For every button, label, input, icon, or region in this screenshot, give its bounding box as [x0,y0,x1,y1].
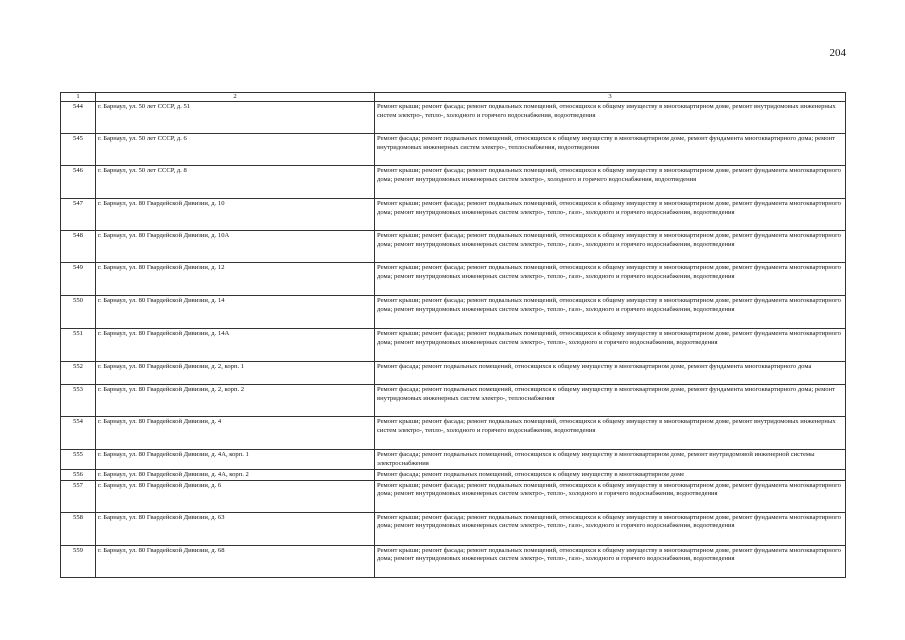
table-row [61,362,846,385]
row-works: Ремонт крыши; ремонт фасада; ремонт подвальных помещений, относящихся к общему имуществу в многоквартирном доме, ремонт фундамента многоквартирного дома; ремонт внутридомовых инженерных систем электро-, тепло-, газо-, холодного и горячего водоснабжения, водоотведения [375,512,846,545]
table-row [61,231,846,263]
row-address: г. Барнаул, ул. 50 лет СССР, д. 8 [96,166,375,199]
column-number-2: 2 [96,93,375,102]
row-number: 545 [61,134,96,166]
table-row [61,296,846,329]
row-address: г. Барнаул, ул. 50 лет СССР, д. 51 [96,102,375,134]
row-number: 558 [61,512,96,545]
table-row [61,545,846,577]
row-address: г. Барнаул, ул. 80 Гвардейской Дивизии, д. 6З [96,512,375,545]
row-number: 559 [61,545,96,577]
row-address: г. Барнаул, ул. 80 Гвардейской Дивизии, д. 14А [96,329,375,362]
row-address: г. Барнаул, ул. 80 Гвардейской Дивизии, д. 14 [96,296,375,329]
row-address: г. Барнаул, ул. 50 лет СССР, д. 6 [96,134,375,166]
table-row [61,417,846,450]
row-address: г. Барнаул, ул. 80 Гвардейской Дивизии, д. 68 [96,545,375,577]
row-works: Ремонт крыши; ремонт фасада; ремонт подвальных помещений, относящихся к общему имуществу в многоквартирном доме, ремонт фундамента многоквартирного дома; ремонт внутридомовых инженерных систем электро-, тепло-, газо-, холодного и горячего водоснабжения, водоотведения [375,296,846,329]
row-number: 548 [61,231,96,263]
row-address: г. Барнаул, ул. 80 Гвардейской Дивизии, д. 10А [96,231,375,263]
table-row [61,512,846,545]
row-address: г. Барнаул, ул. 80 Гвардейской Дивизии, д. 2, корп. 2 [96,385,375,417]
row-number: 544 [61,102,96,134]
row-number: 557 [61,480,96,512]
row-works: Ремонт крыши; ремонт фасада; ремонт подвальных помещений, относящихся к общему имуществу в многоквартирном доме, ремонт фундамента многоквартирного дома; ремонт внутридомовых инженерных систем электро-, тепло-, газо-, холодного и горячего водоснабжения, водоотведения [375,231,846,263]
column-number-row [61,93,846,102]
row-number: 546 [61,166,96,199]
table-row [61,470,846,481]
row-address: г. Барнаул, ул. 80 Гвардейской Дивизии, д. 4А, корп. 2 [96,470,375,481]
table-row [61,102,846,134]
row-works: Ремонт крыши; ремонт фасада; ремонт подвальных помещений, относящихся к общему имуществу в многоквартирном доме, ремонт внутридомовых инженерных систем электро-, тепло-, холодного и горячего водоснабжения, водоотведения [375,417,846,450]
row-works: Ремонт крыши; ремонт фасада; ремонт подвальных помещений, относящихся к общему имуществу в многоквартирном доме, ремонт внутридомовых инженерных систем электро-, тепло-, холодного и горячего водоснабжения, водоотведения [375,102,846,134]
row-works: Ремонт крыши; ремонт фасада; ремонт подвальных помещений, относящихся к общему имуществу в многоквартирном доме, ремонт фундамента многоквартирного дома; ремонт внутридомовых инженерных систем электро-, тепло-, газо-, холодного и горячего водоснабжения, водоотведения [375,263,846,296]
table-row [61,199,846,231]
row-number: 553 [61,385,96,417]
table-row [61,480,846,512]
table-body [61,93,846,578]
row-works: Ремонт крыши; ремонт фасада; ремонт подвальных помещений, относящихся к общему имуществу в многоквартирном доме, ремонт фундамента многоквартирного дома; ремонт внутридомовых инженерных систем электро-, тепло-, холодного и горячего водоснабжения, водоотведения [375,329,846,362]
row-works: Ремонт фасада; ремонт подвальных помещений, относящихся к общему имуществу в многоквартирном доме, ремонт фундамента многоквартирного дома; ремонт внутридомовых инженерных систем электро-, теплоснабжения [375,385,846,417]
column-number-3: 3 [375,93,846,102]
row-number: 554 [61,417,96,450]
row-address: г. Барнаул, ул. 80 Гвардейской Дивизии, д. 4 [96,417,375,450]
repair-register-table [60,92,846,578]
row-number: 550 [61,296,96,329]
row-address: г. Барнаул, ул. 80 Гвардейской Дивизии, д. 2, корп. 1 [96,362,375,385]
table-row [61,134,846,166]
row-number: 547 [61,199,96,231]
row-works: Ремонт фасада; ремонт подвальных помещений, относящихся к общему имуществу в многоквартирном доме, ремонт фундамента многоквартирного дома [375,362,846,385]
column-number-1: 1 [61,93,96,102]
row-number: 556 [61,470,96,481]
row-number: 549 [61,263,96,296]
row-works: Ремонт крыши; ремонт фасада; ремонт подвальных помещений, относящихся к общему имуществу в многоквартирном доме, ремонт фундамента многоквартирного дома; ремонт внутридомовых инженерных систем электро-, тепло-, газо-, холодного и горячего водоснабжения, водоотведения [375,199,846,231]
table-row [61,329,846,362]
row-works: Ремонт фасада; ремонт подвальных помещений, относящихся к общему имуществу в многоквартирном доме, ремонт фундамента многоквартирного дома; ремонт внутридомовых инженерных систем электро-, теплоснабжения, водоотведения [375,134,846,166]
row-address: г. Барнаул, ул. 80 Гвардейской Дивизии, д. 10 [96,199,375,231]
table-row [61,385,846,417]
row-works: Ремонт фасада; ремонт подвальных помещений, относящихся к общему имуществу в многоквартирном доме, ремонт внутридомовой инженерной системы электроснабжения [375,450,846,470]
row-address: г. Барнаул, ул. 80 Гвардейской Дивизии, д. 12 [96,263,375,296]
table-row [61,166,846,199]
row-address: г. Барнаул, ул. 80 Гвардейской Дивизии, д. 6 [96,480,375,512]
table-row [61,450,846,470]
row-works: Ремонт фасада; ремонт подвальных помещений, относящихся к общему имуществу в многоквартирном доме [375,470,846,481]
row-number: 551 [61,329,96,362]
row-number: 555 [61,450,96,470]
row-number: 552 [61,362,96,385]
row-works: Ремонт крыши; ремонт фасада; ремонт подвальных помещений, относящихся к общему имуществу в многоквартирном доме, ремонт фундамента многоквартирного дома; ремонт внутридомовых инженерных систем электро-, тепло-, газо-, холодного и горячего водоснабжения, водоотведения [375,545,846,577]
row-works: Ремонт крыши; ремонт фасада; ремонт подвальных помещений, относящихся к общему имуществу в многоквартирном доме, ремонт фундамента многоквартирного дома; ремонт внутридомовых инженерных систем электро-, тепло-, холодного и горячего водоснабжения, водоотведения [375,480,846,512]
table-row [61,263,846,296]
page-number: 204 [829,47,846,59]
row-works: Ремонт крыши; ремонт фасада; ремонт подвальных помещений, относящихся к общему имуществу в многоквартирном доме, ремонт фундамента многоквартирного дома; ремонт внутридомовых инженерных систем электро-, холодного и горячего водоснабжения, водоотведения [375,166,846,199]
row-address: г. Барнаул, ул. 80 Гвардейской Дивизии, д. 4А, корп. 1 [96,450,375,470]
